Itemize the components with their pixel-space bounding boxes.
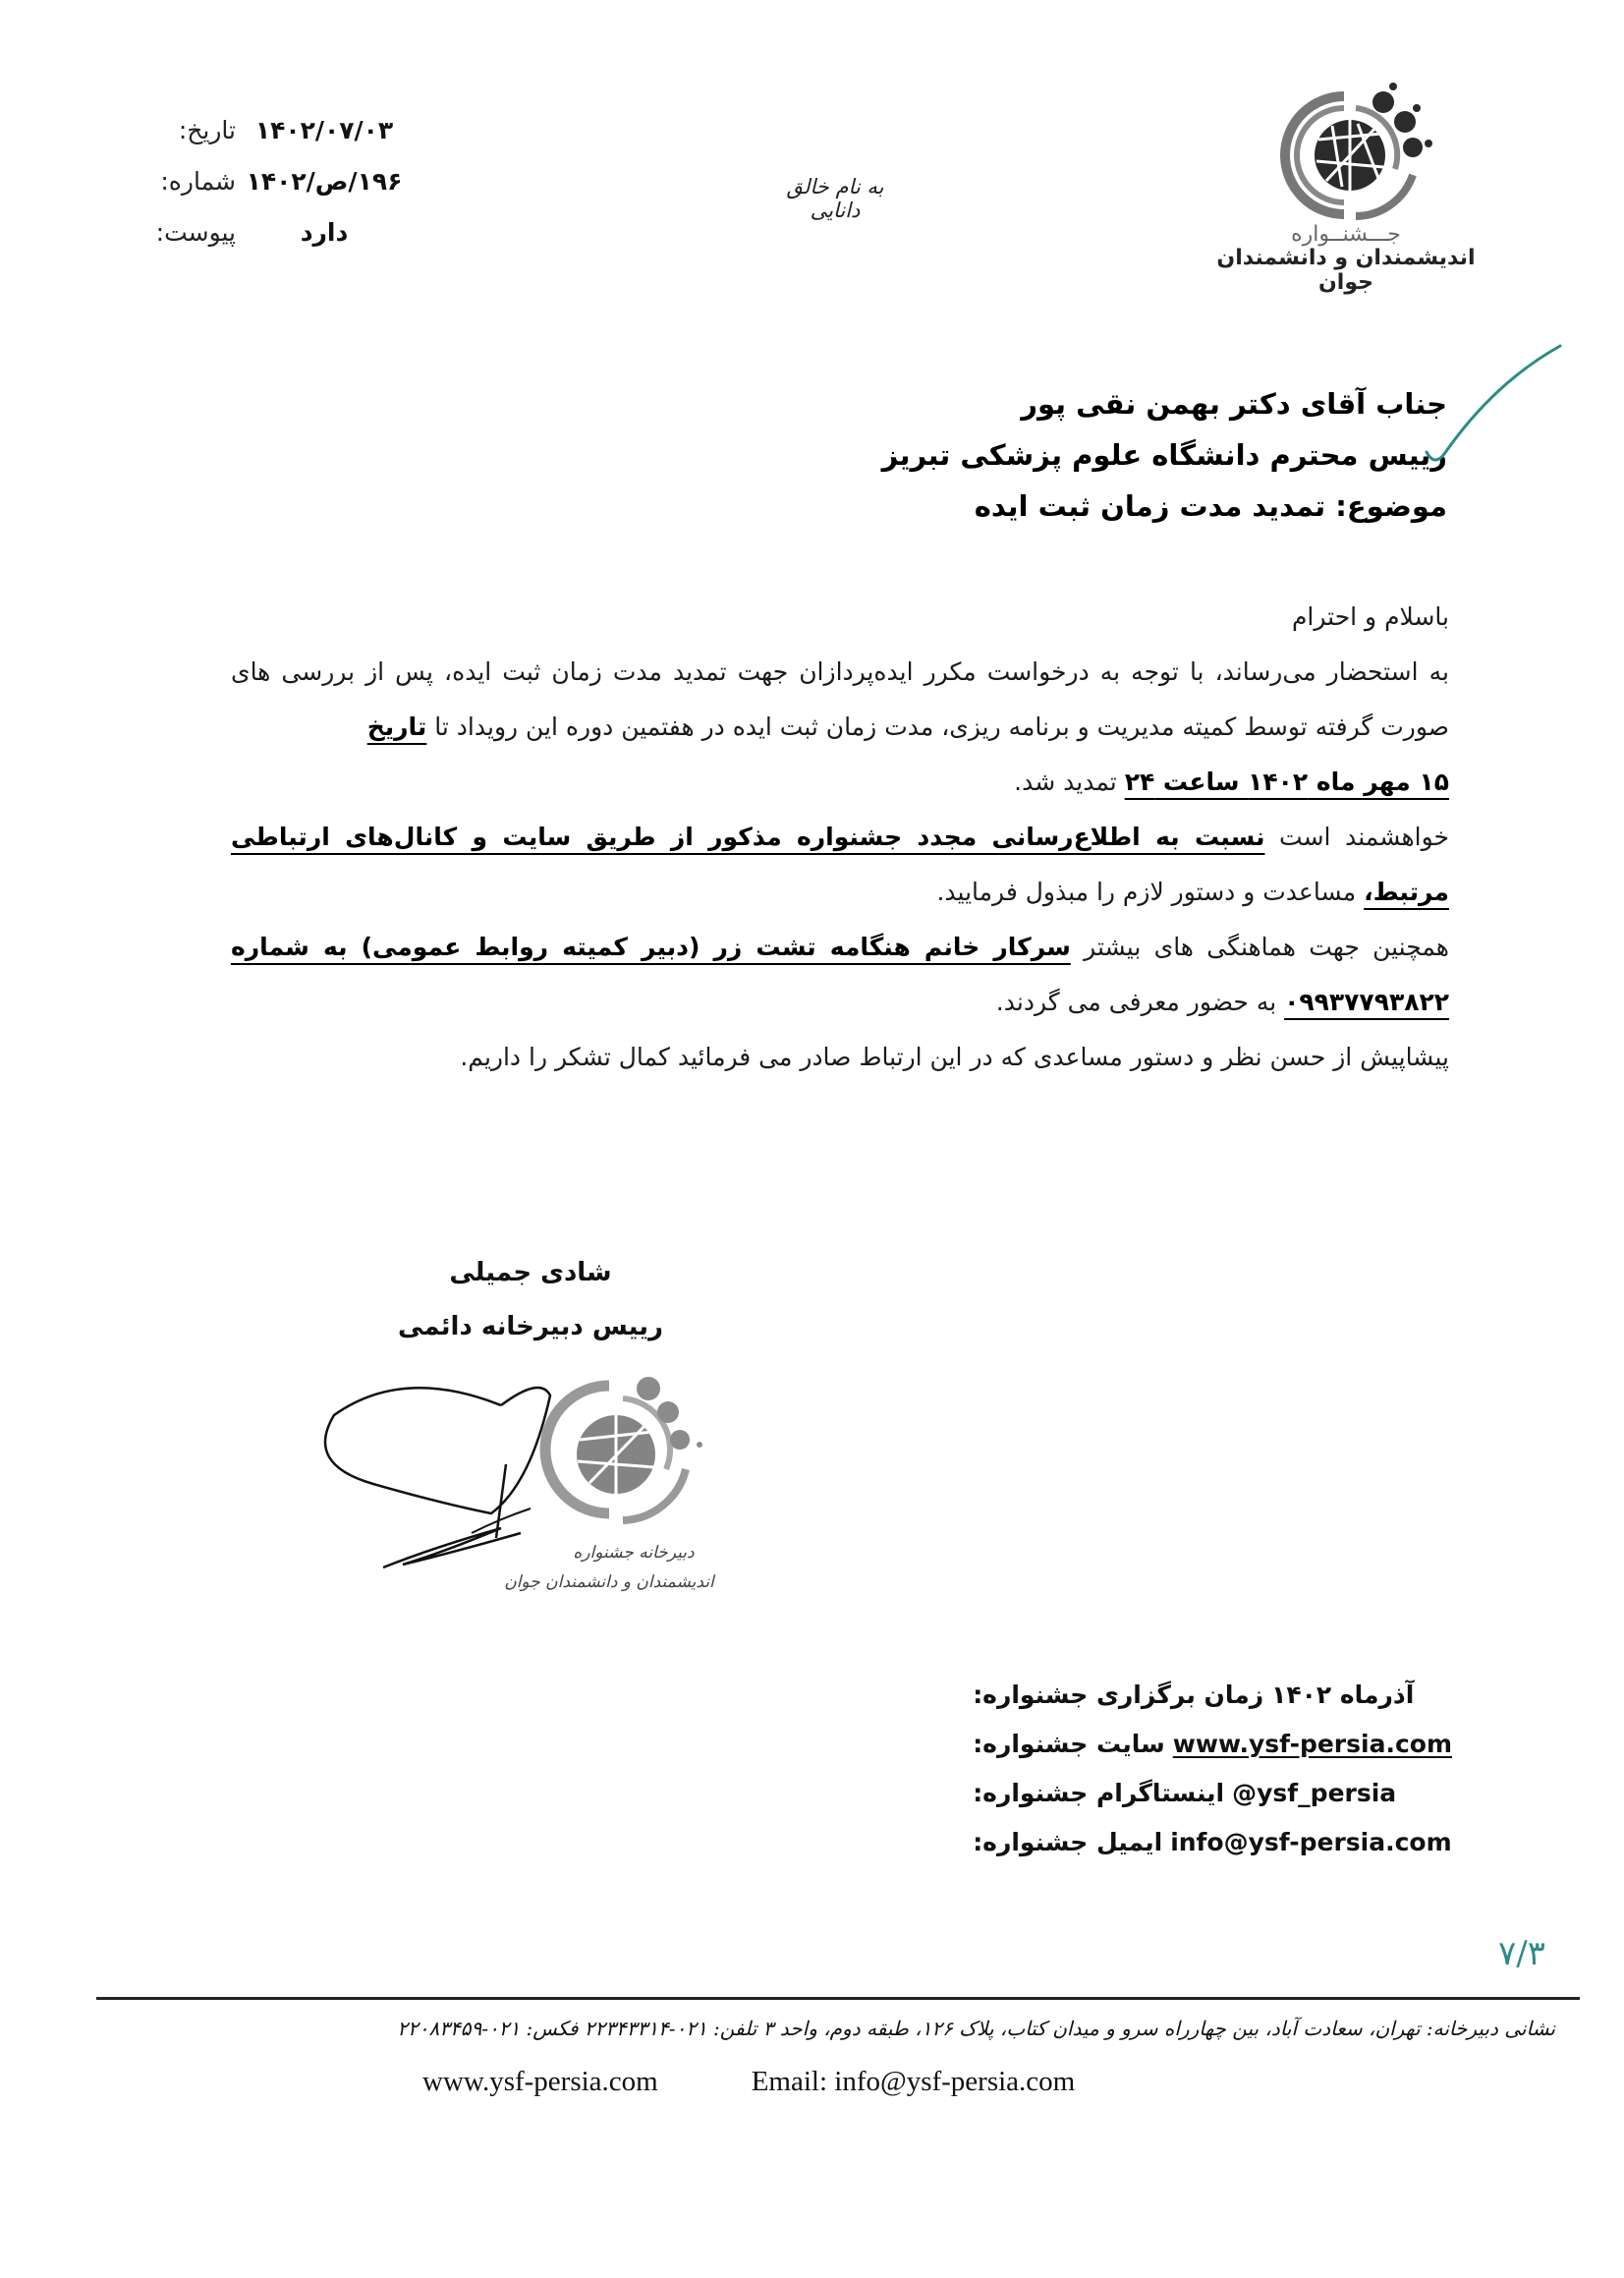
p2-highlight: نسبت به اطلاع‌رسانی مجدد جشنواره مذکور از طریق سایت و کانال‌های ارتباطی مرتبط،	[231, 823, 1449, 906]
letter-body	[231, 590, 1449, 1085]
meta-attachment	[138, 218, 432, 269]
info-instagram	[973, 1769, 1452, 1818]
p3-highlight: سرکار خانم هنگامه تشت زر (دبیر کمیته روابط عمومی) به شماره ۰۹۹۳۷۷۹۳۸۲۲	[231, 933, 1449, 1016]
footer-email[interactable]: Email: info@ysf-persia.com	[751, 2066, 1076, 2097]
meta-date-label: تاریخ:	[178, 116, 236, 144]
body-paragraph-2	[231, 810, 1449, 920]
info-date-label: زمان برگزاری جشنواره:	[973, 1680, 1264, 1709]
info-website-label: سایت جشنواره:	[973, 1730, 1165, 1758]
p2-text: خواهشمند است	[1264, 823, 1449, 851]
footer-address: نشانی دبیرخانه: تهران، سعادت آباد، بین چهارراه سرو و میدان کتاب، پلاک ۱۲۶، طبقه دوم، واحد ۳ تلفن: ۰۲۱-۲۲۳۴۳۳۱۴ فکس: ۰۲۱-۲۲۰۸۳۴۵۹	[397, 2017, 1555, 2040]
festival-info	[973, 1671, 1452, 1867]
addressee-title: رییس محترم دانشگاه علوم پزشکی تبریز	[881, 438, 1447, 472]
checkmark-annotation-icon	[1425, 344, 1562, 472]
email-address: info@ysf-persia.com	[1170, 1828, 1452, 1856]
meta-number	[138, 167, 432, 218]
festival-logo-icon	[1267, 79, 1444, 226]
meta-attachment-label: پیوست:	[155, 218, 236, 247]
body-paragraph-4: پیشاپیش از حسن نظر و دستور مساعدی که در این ارتباط صادر می فرمائید کمال تشکر را داریم.	[460, 1043, 1449, 1071]
info-email-label: ایمیل جشنواره:	[973, 1828, 1163, 1856]
footer-website[interactable]: www.ysf-persia.com	[422, 2066, 658, 2097]
info-date	[973, 1671, 1452, 1720]
logo-caption: اندیشمندان و دانشمندان جوان	[1216, 246, 1476, 295]
greeting: باسلام و احترام	[1291, 602, 1449, 631]
logo-caption-top: جـــشنــواره	[1291, 222, 1401, 247]
stamp-text-festival: اندیشمندان و دانشمندان جوان	[504, 1572, 714, 1592]
website-link[interactable]: www.ysf-persia.com	[1172, 1730, 1452, 1758]
logo-dot	[1413, 104, 1421, 112]
p3-text: همچنین جهت هماهنگی های بیشتر	[1070, 933, 1449, 961]
info-date-value: آذرماه ۱۴۰۲	[1271, 1680, 1415, 1709]
meta-date-value: ۱۴۰۲/۰۷/۰۳	[254, 116, 394, 144]
logo-dot	[1372, 91, 1394, 113]
info-instagram-label: اینستاگرام جشنواره:	[973, 1779, 1225, 1807]
invocation: به نام خالق دانایی	[786, 175, 884, 222]
signatory-title: رییس دبیرخانه دائمی	[398, 1312, 663, 1341]
addressee-name: جناب آقای دکتر بهمن نقی پور	[1021, 387, 1447, 421]
logo-dot	[1403, 138, 1423, 157]
logo-dot	[1425, 140, 1432, 147]
p1-date-word: تاریخ	[366, 712, 427, 741]
meta-number-value: ۱۹۶/ص/۱۴۰۲	[246, 167, 403, 196]
signatory-name: شادی جمیلی	[449, 1258, 612, 1287]
p1-end: تمدید شد.	[1014, 768, 1125, 796]
footer-contacts	[422, 2066, 1307, 2098]
body-paragraph-1	[231, 645, 1449, 810]
meta-date	[138, 116, 432, 167]
signatory-block	[334, 1246, 727, 1354]
body-paragraph-3	[231, 920, 1449, 1030]
page-marker-annotation: ۷/۳	[1498, 1934, 1545, 1973]
stamp-text-secretariat: دبیرخانه جشنواره	[573, 1543, 695, 1563]
logo-dot	[1394, 111, 1416, 133]
logo-dot	[1389, 83, 1397, 90]
info-email	[973, 1818, 1452, 1867]
p3-end: به حضور معرفی می گردند.	[995, 988, 1285, 1016]
footer-divider	[96, 1997, 1580, 2000]
p2-end: مساعدت و دستور لازم را مبذول فرمایید.	[936, 878, 1365, 906]
meta-attachment-value: دارد	[300, 218, 349, 247]
p1-text: به استحضار می‌رساند، با توجه به درخواست مکرر ایده‌پردازان جهت تمدید مدت زمان ثبت ایده، پس از بررسی های صورت گرفته توسط کمیته مدیریت و برنامه ریزی، مدت زمان ثبت ایده در هفتمین دوره این رویداد تا	[231, 657, 1449, 741]
meta-number-label: شماره:	[160, 167, 236, 196]
instagram-handle: @ysf_persia	[1232, 1779, 1397, 1807]
addressee-block	[882, 378, 1447, 532]
p1-deadline: ۱۵ مهر ماه ۱۴۰۲ ساعت ۲۴	[1124, 768, 1449, 796]
letter-meta	[138, 116, 432, 269]
info-website	[973, 1720, 1452, 1769]
letter-subject: موضوع: تمدید مدت زمان ثبت ایده	[974, 489, 1447, 523]
